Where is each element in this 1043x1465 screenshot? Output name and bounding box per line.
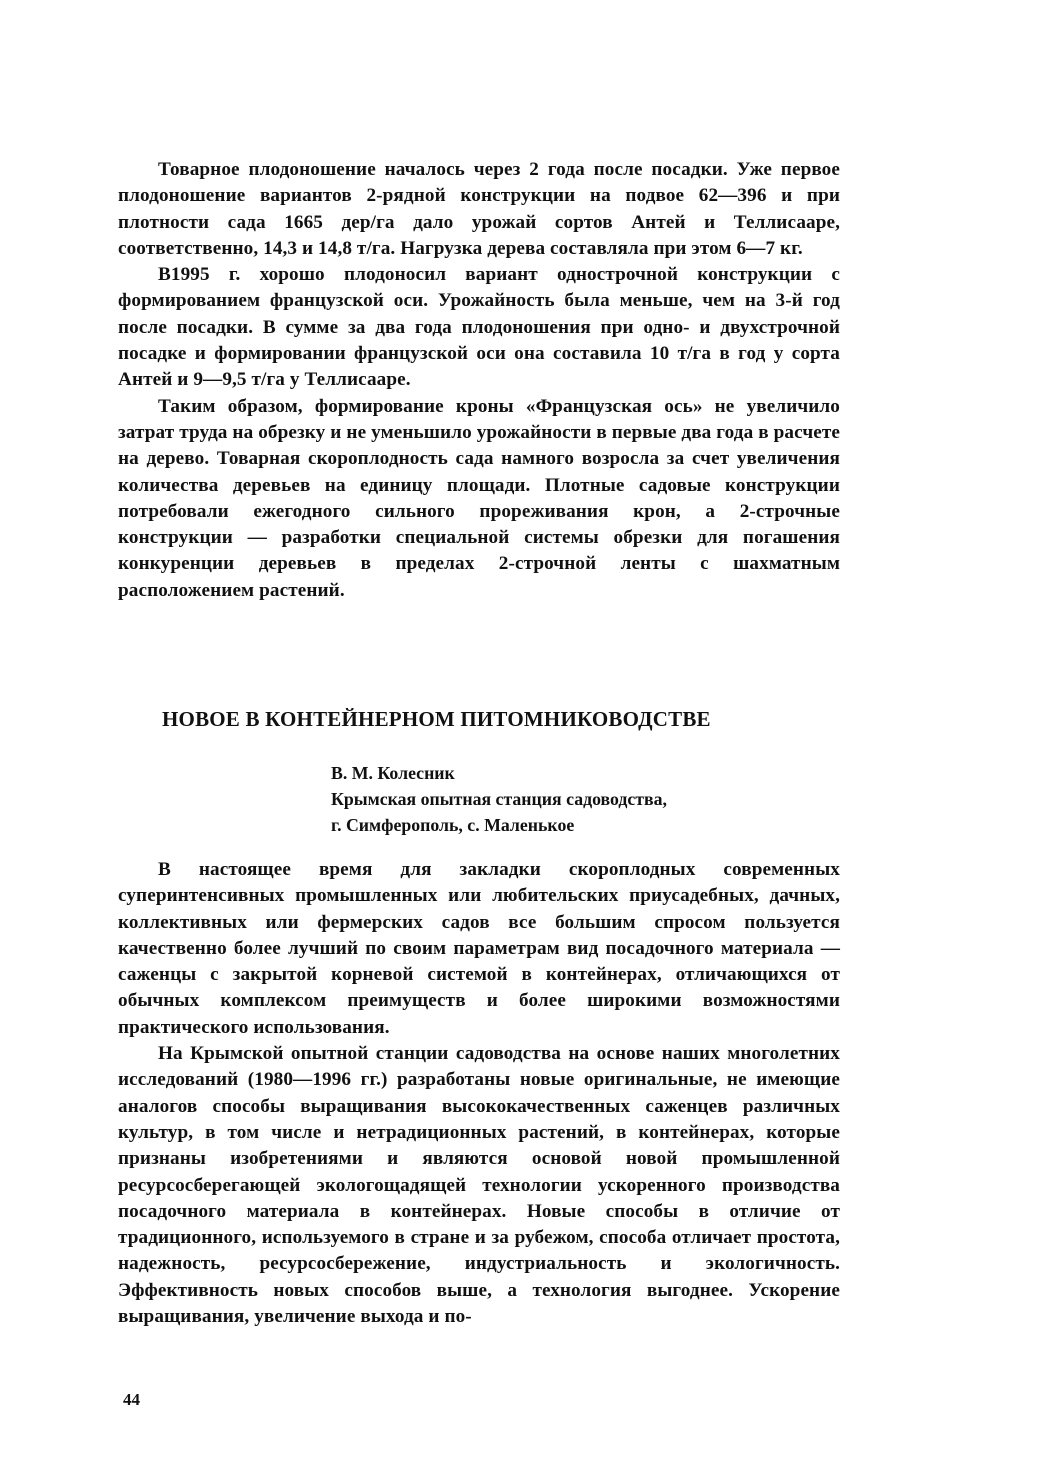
previous-article-text xyxy=(118,157,840,604)
article-title: НОВОЕ В КОНТЕЙНЕРНОМ ПИТОМНИКОВОДСТВЕ xyxy=(162,707,711,731)
paragraph: Товарное плодоношение началось через 2 года после посадки. Уже первое плодоношение вариантов 2-рядной конструкции на подвое 62—396 и при плотности сада 1665 дер/га дало урожай сортов Антей и Теллисааре, соответственно, 14,3 и 14,8 т/га. Нагрузка дерева составляла при этом 6—7 кг. xyxy=(118,159,840,259)
affiliation-line: Крымская опытная станция садоводства, xyxy=(331,789,667,809)
article-body xyxy=(118,857,840,1330)
affiliation-line: г. Симферополь, с. Маленькое xyxy=(331,815,575,835)
author-name: В. М. Колесник xyxy=(331,763,455,783)
paragraph: В настоящее время для закладки скороплодных современных суперинтенсивных промышленных или любительских приусадебных, дачных, коллективных или фермерских садов все большим спросом пользуется качественно более лучший по своим параметрам вид посадочного материала — саженцы с закрытой корневой системой в контейнерах, отличающихся от обычных комплексом преимуществ и более широкими возможностями практического использования. xyxy=(118,859,840,1038)
paragraph: Таким образом, формирование кроны «Французская ось» не увеличило затрат труда на обрезку и не уменьшило урожайности в первые два года в расчете на дерево. Товарная скороплодность сада намного возросла за счет увеличения количества деревьев на единицу площади. Плотные садовые конструкции потребовали ежегодного сильного прореживания крон, а 2-строчные конструкции — разработки специальной системы обрезки для погашения конкуренции деревьев в пределах 2-строчной ленты с шахматным расположением растений. xyxy=(118,395,840,601)
page-number: 44 xyxy=(123,1390,140,1409)
byline xyxy=(331,760,791,838)
paragraph: В1995 г. хорошо плодоносил вариант однострочной конструкции с формированием французской оси. Урожайность была меньше, чем на 3-й год после посадки. В сумме за два года плодоношения при одно- и двухстрочной посадке и формировании французской оси она составила 10 т/га в год у сорта Антей и 9—9,5 т/га у Теллисааре. xyxy=(118,264,840,391)
paragraph: На Крымской опытной станции садоводства на основе наших многолетних исследований (1980—1996 гг.) разработаны новые оригинальные, не имеющие аналогов способы выращивания высококачественных саженцев различных культур, в том числе и нетрадиционных растений, в контейнерах, которые признаны изобретениями и являются основой новой промышленной ресурсосберегающей экологощадящей технологии ускоренного производства посадочного материала в контейнерах. Новые способы в отличие от традиционного, используемого в стране и за рубежом, способа отличает простота, надежность, ресурсосбережение, индустриальность и экологичность. Эффективность новых способов выше, а технология выгоднее. Ускорение выращивания, увеличение выхода и по- xyxy=(118,1043,840,1328)
